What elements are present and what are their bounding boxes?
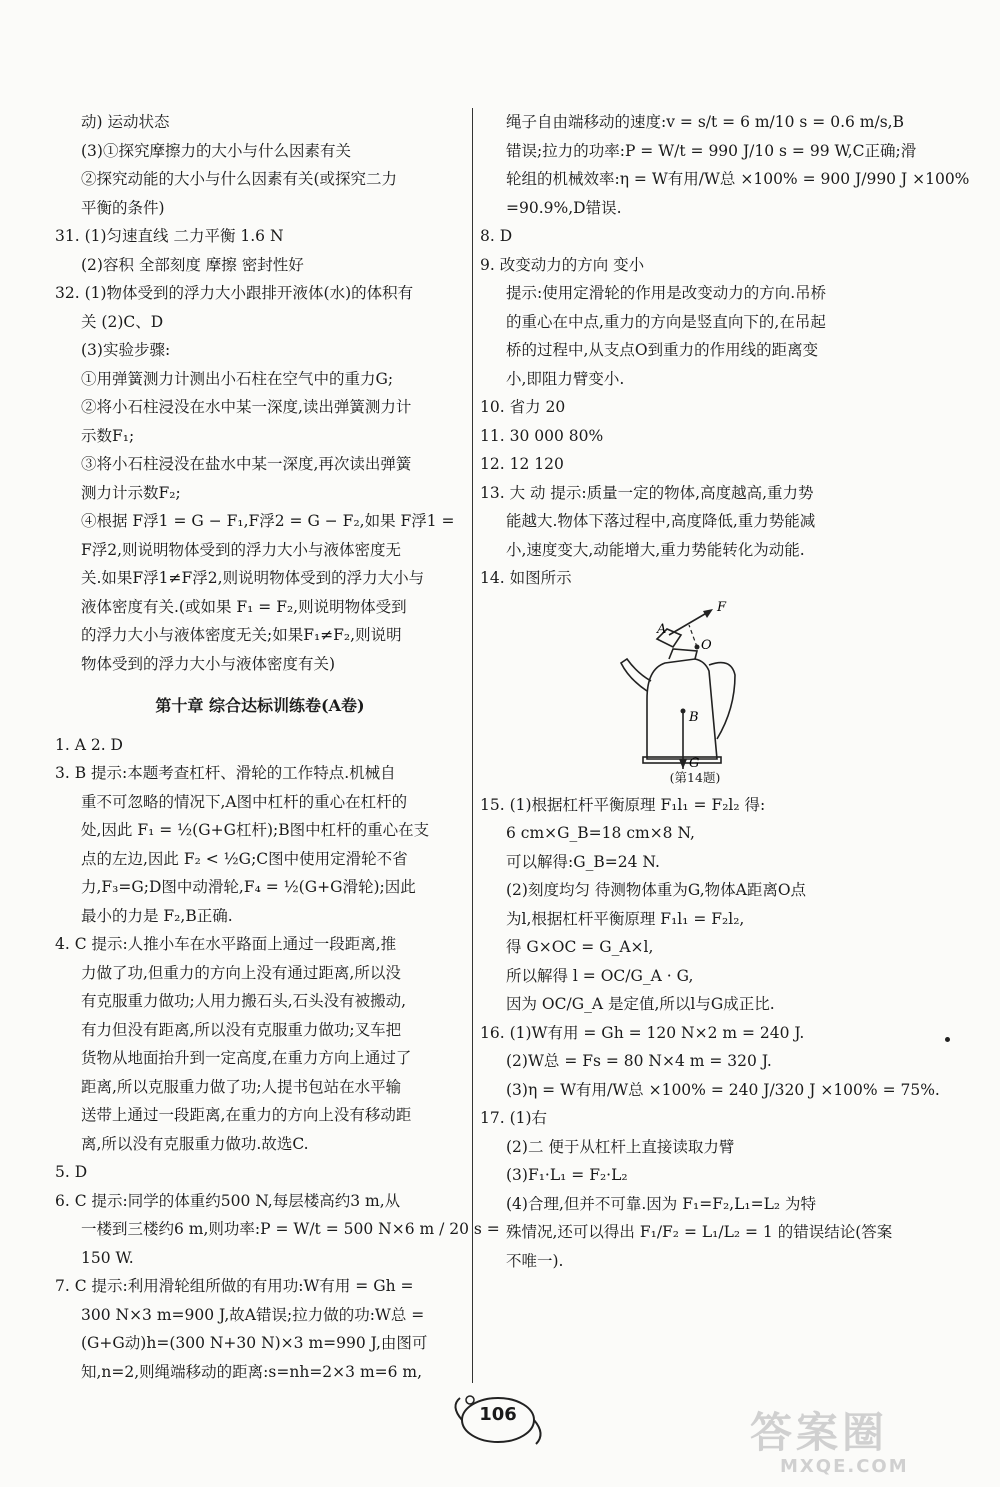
text-line: 4. C 提示:人推小车在水平路面上通过一段距离,推: [55, 935, 397, 953]
text-line: (4)合理,但并不可靠.因为 F₁=F₂,L₁=L₂ 为特: [506, 1194, 817, 1213]
text-line: 关.如果F浮1≠F浮2,则说明物体受到的浮力大小与: [81, 569, 425, 587]
kettle-diagram: [585, 599, 805, 769]
text-line: 货物从地面抬升到一定高度,在重力方向上通过了: [81, 1049, 412, 1067]
text-line: (3)η = W有用/W总 ×100% = 240 J/320 J ×100% = 75%.: [506, 1080, 940, 1099]
text-line: 14. 如图所示: [480, 569, 572, 587]
text-line: 9. 改变动力的方向 变小: [480, 255, 645, 274]
text-line: 12. 12 120: [480, 455, 564, 473]
text-line: 最小的力是 F₂,B正确.: [81, 906, 233, 925]
right-column-top: [480, 108, 970, 593]
text-line: (2)容积 全部刻度 摩擦 密封性好: [81, 255, 304, 274]
text-line: 点的左边,因此 F₂ < ½G;C图中使用定滑轮不省: [81, 849, 408, 868]
text-line: 7. C 提示:利用滑轮组所做的有用功:W有用 = Gh =: [55, 1277, 414, 1295]
text-line: 不唯一).: [506, 1251, 564, 1270]
text-line: 力做了功,但重力的方向上没有通过距离,所以没: [81, 963, 401, 982]
column-divider: [472, 108, 473, 1383]
label-g: G: [689, 755, 700, 769]
label-o: O: [701, 637, 712, 653]
stray-dot: [945, 1037, 950, 1042]
text-line: 关 (2)C、D: [81, 312, 164, 331]
watermark: [750, 1400, 990, 1480]
text-line: 物体受到的浮力大小与液体密度有关): [81, 654, 336, 673]
text-line: 17. (1)右: [480, 1109, 548, 1127]
text-line: 重不可忽略的情况下,A图中杠杆的重心在杠杆的: [81, 792, 408, 811]
text-line: 得 G×OC = G_A×l,: [506, 938, 654, 956]
text-line: 小,即阻力臂变小.: [506, 369, 625, 388]
text-line: 300 N×3 m=900 J,故A错误;拉力做的功:W总 =: [81, 1305, 425, 1324]
text-line: 的浮力大小与液体密度无关;如果F₁≠F₂,则说明: [81, 626, 402, 644]
text-line: 一楼到三楼约6 m,则功率:P = W/t = 500 N×6 m / 20 s =: [81, 1220, 500, 1238]
text-line: 小,速度变大,动能增大,重力势能转化为动能.: [506, 540, 805, 559]
right-column: [480, 108, 970, 1275]
text-line: 16. (1)W有用 = Gh = 120 N×2 m = 240 J.: [480, 1023, 805, 1042]
text-line: 平衡的条件): [81, 198, 165, 217]
text-line: 离,所以没有克服重力做功.故选C.: [81, 1134, 309, 1153]
page-number-badge: [440, 1386, 560, 1456]
text-line: 8. D: [480, 227, 513, 245]
text-line: (G+G动)h=(300 N+30 N)×3 m=990 J,由图可: [81, 1334, 428, 1352]
text-line: 送带上通过一段距离,在重力的方向上没有移动距: [81, 1106, 412, 1124]
text-line: 所以解得 l = OC/G_A · G,: [506, 966, 694, 985]
text-line: ②将小石柱浸没在水中某一深度,读出弹簧测力计: [81, 398, 412, 416]
text-line: 1. A 2. D: [55, 735, 123, 754]
text-line: 殊情况,还可以得出 F₁/F₂ = L₁/L₂ = 1 的错误结论(答案: [506, 1223, 893, 1241]
text-line: 提示:使用定滑轮的作用是改变动力的方向.吊桥: [506, 284, 827, 302]
text-line: 5. D: [55, 1163, 88, 1181]
text-line: 有克服重力做功;人用力搬石头,石头没有被搬动,: [81, 992, 407, 1010]
text-line: =90.9%,D错误.: [506, 198, 622, 217]
text-line: 动) 运动状态: [81, 113, 170, 131]
text-line: 测力计示数F₂;: [81, 483, 181, 502]
text-line: 轮组的机械效率:η = W有用/W总 ×100% = 900 J/990 J ×100%: [506, 170, 970, 188]
text-line: ②探究动能的大小与什么因素有关(或探究二力: [81, 170, 398, 188]
label-b: B: [689, 709, 699, 725]
text-line: 13. 大 动 提示:质量一定的物体,高度越高,重力势: [480, 483, 814, 502]
text-line: 示数F₁;: [81, 426, 135, 445]
text-line: 15. (1)根据杠杆平衡原理 F₁l₁ = F₂l₂ 得:: [480, 795, 766, 814]
text-line: 的重心在中点,重力的方向是竖直向下的,在吊起: [506, 312, 826, 331]
text-line: 绳子自由端移动的速度:v = s/t = 6 m/10 s = 0.6 m/s,B: [506, 113, 904, 131]
text-line: 距离,所以克服重力做了功;人提书包站在水平输: [81, 1077, 402, 1096]
text-line: ①用弹簧测力计测出小石柱在空气中的重力G;: [81, 369, 394, 388]
text-line: 能越大.物体下落过程中,高度降低,重力势能减: [506, 512, 816, 530]
label-f: F: [717, 599, 727, 615]
page-number: 106: [479, 1404, 517, 1425]
text-line: 知,n=2,则绳端移动的距离:s=nh=2×3 m=6 m,: [81, 1362, 423, 1381]
text-line: ③将小石柱浸没在盐水中某一深度,再次读出弹簧: [81, 455, 412, 473]
label-a: A: [657, 621, 667, 637]
text-line: 6 cm×G_B=18 cm×8 N,: [506, 824, 695, 842]
text-line: 6. C 提示:同学的体重约500 N,每层楼高约3 m,从: [55, 1191, 401, 1210]
text-line: F浮2,则说明物体受到的浮力大小与液体密度无: [81, 540, 402, 559]
text-line: ④根据 F浮1 = G − F₁,F浮2 = G − F₂,如果 F浮1 =: [81, 512, 455, 530]
text-line: 力,F₃=G;D图中动滑轮,F₄ = ½(G+G滑轮);因此: [81, 878, 416, 896]
section-heading: 第十章 综合达标训练卷(A卷): [155, 696, 365, 715]
text-line: 因为 OC/G_A 是定值,所以l与G成正比.: [506, 995, 775, 1013]
text-line: (2)刻度均匀 待测物体重为G,物体A距离O点: [506, 881, 807, 899]
text-line: (2)W总 = Fs = 80 N×4 m = 320 J.: [506, 1052, 772, 1070]
text-line: 10. 省力 20: [480, 398, 566, 416]
right-column-bottom: [480, 791, 940, 1276]
watermark-sub: MXQE.COM: [780, 1456, 909, 1477]
kettle-figure: [480, 599, 910, 787]
text-line: (3)①探究摩擦力的大小与什么因素有关: [81, 141, 351, 160]
text-line: 32. (1)物体受到的浮力大小跟排开液体(水)的体积有: [55, 284, 414, 302]
text-line: 3. B 提示:本题考查杠杆、滑轮的工作特点.机械自: [55, 764, 396, 782]
text-line: (3)实验步骤:: [81, 341, 171, 359]
text-line: 桥的过程中,从支点O到重力的作用线的距离变: [506, 341, 819, 359]
text-line: 可以解得:G_B=24 N.: [506, 852, 660, 871]
watermark-main: 答案圈: [750, 1408, 889, 1457]
text-line: (3)F₁·L₁ = F₂·L₂: [506, 1166, 628, 1184]
text-line: 为l,根据杠杆平衡原理 F₁l₁ = F₂l₂,: [506, 909, 745, 928]
text-line: 液体密度有关.(或如果 F₁ = F₂,则说明物体受到: [81, 597, 407, 616]
text-line: 有力但没有距离,所以没有克服重力做功;叉车把: [81, 1020, 402, 1039]
text-line: (2)二 便于从杠杆上直接读取力臂: [506, 1137, 735, 1156]
text-line: 150 W.: [81, 1248, 134, 1267]
text-line: 错误;拉力的功率:P = W/t = 990 J/10 s = 99 W,C正确;滑: [506, 141, 917, 160]
text-line: 31. (1)匀速直线 二力平衡 1.6 N: [55, 227, 284, 245]
text-line: 处,因此 F₁ = ½(G+G杠杆);B图中杠杆的重心在支: [81, 821, 430, 839]
text-line: 11. 30 000 80%: [480, 426, 604, 445]
figure-caption: (第14题): [669, 769, 721, 785]
